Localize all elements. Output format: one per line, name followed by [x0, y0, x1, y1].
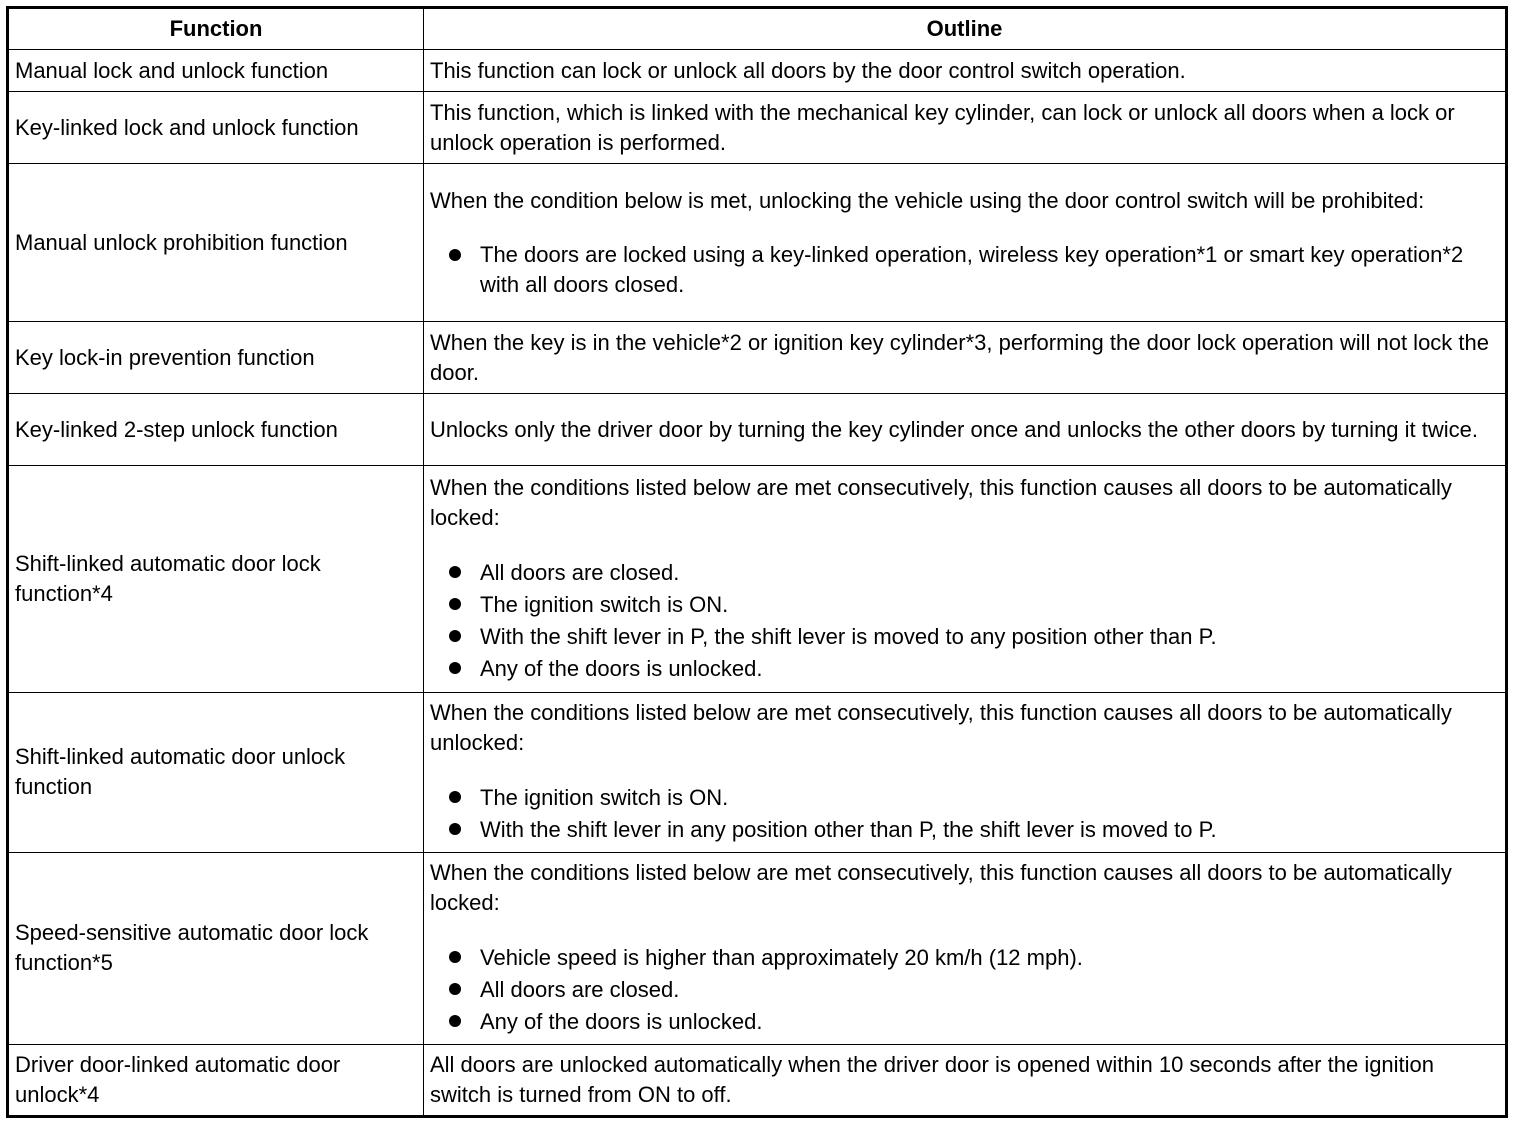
outline-cell: This function can lock or unlock all doors by the door control switch operation. [424, 50, 1507, 92]
table-row [8, 692, 1507, 852]
condition-list [430, 782, 1499, 846]
condition-list [430, 557, 1499, 685]
condition-list [430, 240, 1499, 300]
outline-cell: When the key is in the vehicle*2 or ignition key cylinder*3, performing the door lock operation will not lock the door. [424, 322, 1507, 394]
function-cell: Speed-sensitive automatic door lock function*5 [8, 852, 424, 1044]
table-row [8, 50, 1507, 92]
outline-cell [424, 852, 1507, 1044]
table-row [8, 466, 1507, 692]
function-outline-table [6, 6, 1508, 1118]
outline-cell [424, 692, 1507, 852]
function-cell: Driver door-linked automatic door unlock*4 [8, 1044, 424, 1116]
header-function: Function [8, 8, 424, 50]
outline-cell [424, 164, 1507, 322]
table-row [8, 92, 1507, 164]
condition-item: Any of the doors is unlocked. [430, 1006, 1499, 1038]
condition-item: With the shift lever in P, the shift lever is moved to any position other than P. [430, 621, 1499, 653]
condition-item: With the shift lever in any position other than P, the shift lever is moved to P. [430, 814, 1499, 846]
function-cell: Manual lock and unlock function [8, 50, 424, 92]
function-cell: Key lock-in prevention function [8, 322, 424, 394]
outline-cell: Unlocks only the driver door by turning the key cylinder once and unlocks the other doors by turning it twice. [424, 394, 1507, 466]
outline-cell [424, 466, 1507, 692]
condition-item: All doors are closed. [430, 557, 1499, 589]
function-cell: Key-linked 2-step unlock function [8, 394, 424, 466]
condition-item: The doors are locked using a key-linked operation, wireless key operation*1 or smart key operation*2 with all doors closed. [430, 240, 1499, 300]
table-row [8, 322, 1507, 394]
condition-item: All doors are closed. [430, 974, 1499, 1006]
outline-intro: When the condition below is met, unlocking the vehicle using the door control switch will be prohibited: [430, 187, 1425, 213]
function-cell: Key-linked lock and unlock function [8, 92, 424, 164]
table-header-row [8, 8, 1507, 50]
condition-item: The ignition switch is ON. [430, 589, 1499, 621]
outline-intro: When the conditions listed below are met consecutively, this function causes all doors to be automatically locked: [430, 474, 1452, 530]
table-row [8, 164, 1507, 322]
table-row [8, 394, 1507, 466]
function-cell: Shift-linked automatic door unlock function [8, 692, 424, 852]
outline-cell: All doors are unlocked automatically when the driver door is opened within 10 seconds after the ignition switch is turned from ON to off. [424, 1044, 1507, 1116]
condition-item: The ignition switch is ON. [430, 782, 1499, 814]
condition-list [430, 942, 1499, 1038]
outline-cell: This function, which is linked with the mechanical key cylinder, can lock or unlock all doors when a lock or unlock operation is performed. [424, 92, 1507, 164]
table-row [8, 1044, 1507, 1116]
header-outline: Outline [424, 8, 1507, 50]
outline-intro: When the conditions listed below are met consecutively, this function causes all doors to be automatically locked: [430, 860, 1452, 916]
condition-item: Vehicle speed is higher than approximately 20 km/h (12 mph). [430, 942, 1499, 974]
function-cell: Manual unlock prohibition function [8, 164, 424, 322]
condition-item: Any of the doors is unlocked. [430, 653, 1499, 685]
outline-intro: When the conditions listed below are met consecutively, this function causes all doors to be automatically unlocked: [430, 700, 1452, 756]
table-row [8, 852, 1507, 1044]
function-cell: Shift-linked automatic door lock function*4 [8, 466, 424, 692]
